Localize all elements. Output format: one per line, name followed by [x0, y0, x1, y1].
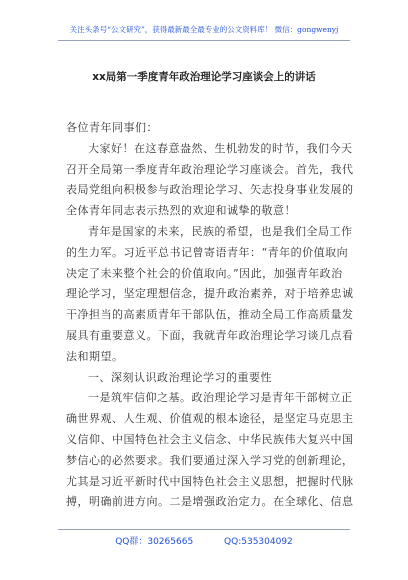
paragraph-line: 大家好！在这春意盎然、生机勃发的时节，我们今天 [88, 141, 353, 155]
paragraph-line: 一是筑牢信仰之基。政治理论学习是青年干部树立正 [88, 391, 353, 405]
paragraph-line: 决定了未来整个社会的价值取向。”因此，加强青年政治 [66, 266, 343, 280]
paragraph-line: 展具有重要意义。下面，我就青年政治理论学习谈几点看 [66, 328, 354, 342]
paragraph-line: 召开全局第一季度青年政治理论学习座谈会。首先，我代 [66, 162, 354, 176]
paragraph-line: 搏，明确前进方向。二是增强政治定力。在全球化、信息 [66, 495, 354, 509]
section-heading: 一、深刻认识政治理论学习的重要性 [88, 370, 272, 384]
paragraph-line: 全体青年同志表示热烈的欢迎和诚挚的敬意！ [66, 204, 296, 218]
paragraph-line: 青年是国家的未来，民族的希望，也是我们全局工作 [88, 224, 353, 238]
footer-qq-group: QQ群：30265665 [115, 537, 194, 547]
footer-contact [0, 534, 408, 547]
paragraph-line: 尤其是习近平新时代中国特色社会主义思想，把握时代脉 [66, 474, 354, 488]
paragraph-line: 义信仰、中国特色社会主义信念、中华民族伟大复兴中国 [66, 432, 354, 446]
paragraph-line: 表局党组向积极参与政治理论学习、矢志投身事业发展的 [66, 183, 354, 197]
document-title: xx局第一季度青年政治理论学习座谈会上的讲话 [92, 71, 316, 83]
paragraph-line: 梦信心的必然要求。我们要通过深入学习党的创新理论， [66, 453, 354, 467]
paragraph-line: 干净担当的高素质青年干部队伍，推动全局工作高质量发 [66, 308, 354, 322]
paragraph-line: 法和期望。 [66, 349, 124, 363]
header-divider [58, 40, 350, 41]
footer-qq-number: QQ:535304092 [224, 537, 293, 547]
header-promo-note: 关注头条号“公文研究”，获得最新最全最专业的公文资料库！ 微信：gongwenyj [69, 25, 339, 34]
paragraph-line: 确世界观、人生观、价值观的根本途径，是坚定马克思主 [66, 412, 354, 426]
document-body [66, 118, 354, 513]
paragraph-line: 的生力军。习近平总书记曾寄语青年：“青年的价值取向 [66, 245, 349, 259]
paragraph-line: 理论学习，坚定理想信念，提升政治素养，对于培养忠诚 [66, 287, 354, 301]
salutation-line: 各位青年同事们： [66, 121, 158, 134]
footer-divider [58, 529, 350, 530]
